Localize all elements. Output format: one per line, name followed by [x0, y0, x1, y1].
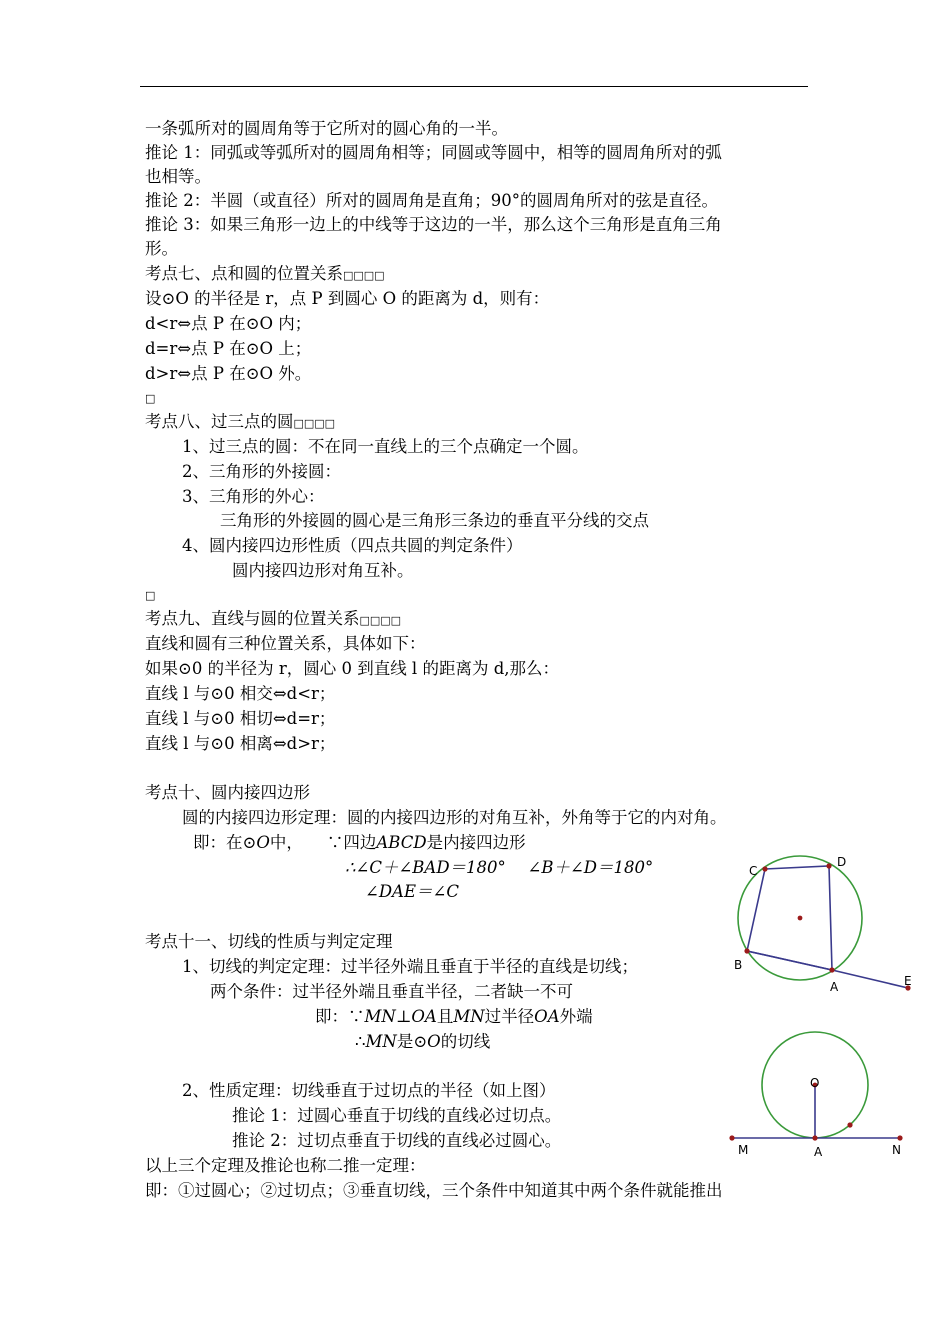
text-line: 推论 1：过圆心垂直于切线的直线必过切点。	[232, 1106, 562, 1125]
placeholder-glyph: □	[145, 392, 156, 405]
placeholder-glyph: □	[145, 589, 156, 602]
text-line: d<r⇔点 P 在⊙O 内；	[145, 314, 312, 333]
formula-line: 即：∵MN⊥OA且MN过半径OA外端	[315, 1007, 593, 1026]
text-line: 推论 2：过切点垂直于切线的直线必过圆心。	[232, 1131, 562, 1150]
section-heading: 考点七、点和圆的位置关系□□□□	[145, 264, 385, 283]
label-a: A	[830, 980, 839, 994]
label-b: B	[734, 958, 743, 972]
label-o: O	[810, 1076, 820, 1090]
text-line: 圆内接四边形对角互补。	[232, 561, 414, 580]
section-heading: 考点九、直线与圆的位置关系□□□□	[145, 609, 402, 628]
text-line: 圆的内接四边形定理：圆的内接四边形的对角互补，外角等于它的内对角。	[182, 808, 727, 827]
formula-line: ∠DAE＝∠C	[365, 882, 459, 901]
label-n: N	[892, 1143, 901, 1157]
text-line: 直线 l 与⊙0 相离⇔d>r；	[145, 734, 336, 753]
text-line: 1、切线的判定定理：过半径外端且垂直于半径的直线是切线；	[182, 957, 638, 976]
text-line: 3、三角形的外心：	[182, 487, 325, 506]
text-line: 推论 3：如果三角形一边上的中线等于这边的一半，那么这个三角形是直角三角	[145, 215, 722, 234]
label-a2: A	[814, 1145, 823, 1159]
section-heading: 考点十一、切线的性质与判定定理	[145, 932, 393, 951]
point-a2	[812, 1135, 817, 1140]
text-line: 设⊙O 的半径是 r，点 P 到圆心 O 的距离为 d，则有：	[145, 289, 550, 308]
section-heading: 考点十、圆内接四边形	[145, 783, 310, 802]
label-d: D	[837, 855, 847, 869]
text-line: 两个条件：过半径外端且垂直半径，二者缺一不可	[210, 982, 573, 1001]
label-e: E	[904, 974, 912, 988]
text-line: d>r⇔点 P 在⊙O 外。	[145, 364, 312, 383]
label-c: C	[749, 864, 758, 878]
text-line: 即：①过圆心；②过切点；③垂直切线，三个条件中知道其中两个条件就能推出	[145, 1181, 723, 1200]
text-line: 2、三角形的外接圆：	[182, 462, 341, 481]
point-on-circle	[847, 1122, 852, 1127]
text-line: 一条弧所对的圆周角等于它所对的圆心角的一半。	[145, 119, 508, 138]
text-line: 推论 1：同弧或等弧所对的圆周角相等；同圆或等圆中，相等的圆周角所对的弧	[145, 143, 722, 162]
text-line: 直线 l 与⊙0 相交⇔d<r；	[145, 684, 336, 703]
point-m	[729, 1135, 734, 1140]
text-line: 三角形的外接圆的圆心是三角形三条边的垂直平分线的交点	[220, 511, 649, 530]
text-line: 形。	[145, 239, 178, 258]
text-line: 直线和圆有三种位置关系，具体如下：	[145, 634, 426, 653]
text-line: 推论 2：半圆（或直径）所对的圆周角是直角；90°的圆周角所对的弦是直径。	[145, 191, 718, 210]
text-line: 1、过三点的圆：不在同一直线上的三个点确定一个圆。	[182, 437, 589, 456]
formula-line: ∴∠C＋∠BAD＝180° ∠B＋∠D＝180°	[345, 858, 654, 877]
formula-line: ∴MN是⊙O的切线	[355, 1032, 491, 1051]
text-line: 4、圆内接四边形性质（四点共圆的判定条件）	[182, 536, 523, 555]
text-line: d=r⇔点 P 在⊙O 上；	[145, 339, 312, 358]
text-line: 以上三个定理及推论也称二推一定理：	[145, 1156, 426, 1175]
text-line: 如果⊙0 的半径为 r，圆心 0 到直线 l 的距离为 d,那么：	[145, 659, 560, 678]
point-n	[897, 1135, 902, 1140]
text-line: 即：在⊙O中， ∵四边ABCD是内接四边形	[193, 833, 526, 852]
text-line: 直线 l 与⊙0 相切⇔d=r；	[145, 709, 336, 728]
text-line: 也相等。	[145, 167, 211, 186]
text-line: 2、性质定理：切线垂直于过切点的半径（如上图）	[182, 1081, 556, 1100]
label-m: M	[738, 1143, 749, 1157]
section-heading: 考点八、过三点的圆□□□□	[145, 412, 336, 431]
